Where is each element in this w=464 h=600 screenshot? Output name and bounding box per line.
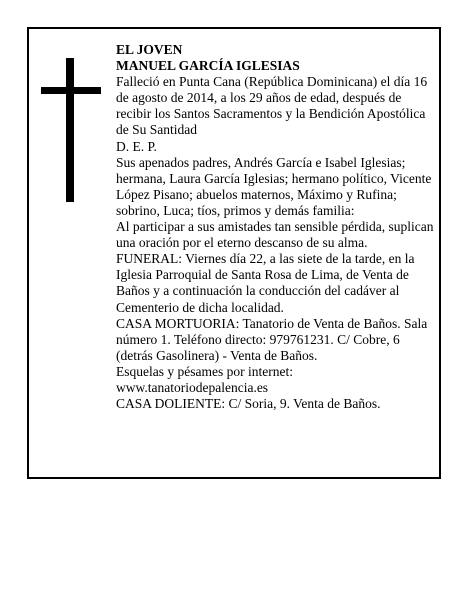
rip-abbreviation: D. E. P. bbox=[116, 138, 157, 154]
cross-vertical-bar bbox=[66, 58, 74, 202]
prayer-request: Al participar a sus amistades tan sensible pérdida, suplican una oración por el eterno descanso de su alma. bbox=[116, 219, 434, 251]
casa-doliente: CASA DOLIENTE: C/ Soria, 9. Venta de Baños. bbox=[116, 396, 381, 412]
website-link-line bbox=[116, 380, 436, 396]
casa-mortuoria: CASA MORTUORIA: Tanatorio de Venta de Baños. Sala número 1. Teléfono directo: 979761231. C/ Cobre, 6 (detrás Gasolinera) - Venta de Baños. bbox=[116, 315, 428, 363]
title-line-1: EL JOVEN bbox=[116, 42, 183, 57]
obituary-notice bbox=[27, 27, 441, 479]
internet-condolences-label: Esquelas y pésames por internet: bbox=[116, 363, 293, 379]
cross-icon bbox=[41, 58, 101, 202]
funeral-details: FUNERAL: Viernes día 22, a las siete de la tarde, en la Iglesia Parroquial de Santa Rosa de Lima, de Venta de Baños y a continuación la conducción del cadáver al Cementerio de dicha localidad. bbox=[116, 251, 415, 315]
cross-horizontal-bar bbox=[41, 87, 101, 94]
death-announcement: Falleció en Punta Cana (República Dominicana) el día 16 de agosto de 2014, a los 29 años de edad, después de recibir los Santos Sacramentos y la Bendición Apostólica de Su Santidad bbox=[116, 74, 428, 138]
family-list: Sus apenados padres, Andrés García e Isabel Iglesias; hermana, Laura García Iglesias; hermano político, Vicente López Pisano; abuelos maternos, Máximo y Rufina; sobrino, Luca; tíos, primos y demás familia: bbox=[116, 154, 432, 218]
website-link[interactable]: www.tanatoriodepalencia.es bbox=[116, 379, 269, 395]
notice-text bbox=[116, 42, 436, 412]
deceased-name: MANUEL GARCÍA IGLESIAS bbox=[116, 58, 300, 74]
